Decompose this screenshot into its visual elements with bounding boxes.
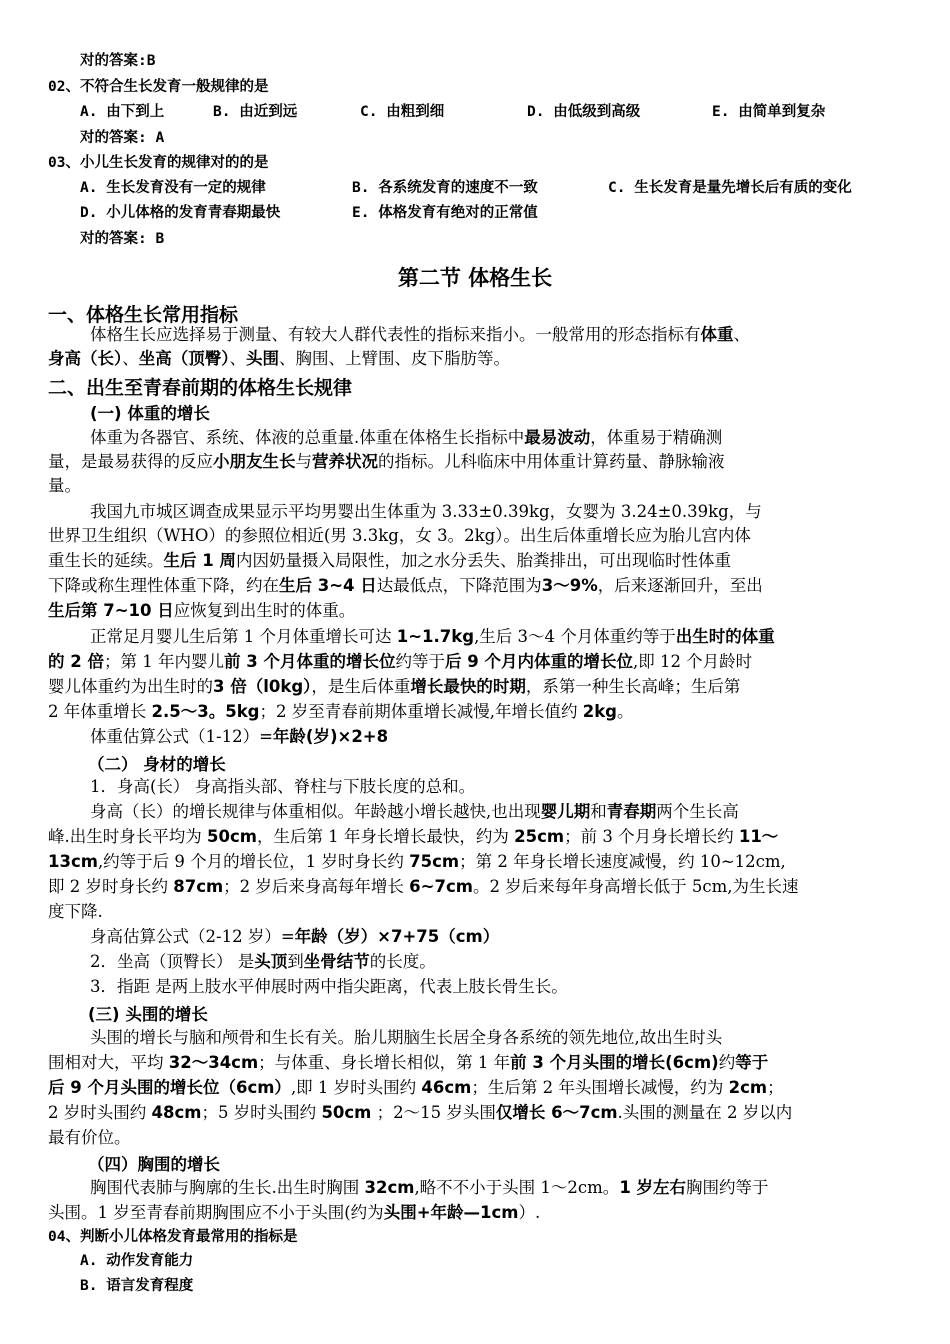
q02-stem: 02、不符合生长发育一般规律的是 bbox=[48, 79, 269, 95]
head-p-line-1: 头围的增长与脑和颅骨和生长有关。胎儿期脑生长居全身各系统的领先地位,故出生时头 bbox=[90, 1028, 723, 1047]
subheading-weight: (一) 体重的增长 bbox=[90, 404, 210, 423]
chest-p-line-1: 胸围代表肺与胸廓的生长.出生时胸围 32cm,略不不小于头围 1～2cm。1 岁左右胸围约等于 bbox=[90, 1178, 769, 1197]
q03-answer: 对的答案: B bbox=[80, 231, 165, 247]
q03-stem: 03、小儿生长发育的规律对的的是 bbox=[48, 155, 269, 171]
q01-answer: 对的答案:B bbox=[80, 53, 156, 69]
height-formula: 身高估算公式（2-12 岁）=年龄（岁）×7+75（cm） bbox=[90, 927, 500, 946]
subheading-height: （二） 身材的增长 bbox=[88, 755, 226, 774]
head-p-line-5: 最有价位。 bbox=[48, 1128, 131, 1147]
weight-p3-line-2: 的 2 倍；第 1 年内婴儿前 3 个月体重的增长位约等于后 9 个月内体重的增长位,即 12 个月龄时 bbox=[48, 652, 753, 671]
height-item-1: 1．身高(长） 身高指头部、脊柱与下肢长度的总和。 bbox=[90, 777, 476, 796]
weight-p3-line-4: 2 年体重增长 2.5～3。5kg；2 岁至青春前期体重增长减慢,年增长值约 2kg。 bbox=[48, 702, 634, 721]
q04-stem: 04、判断小儿体格发育最常用的指标是 bbox=[48, 1229, 298, 1245]
subheading-head-circumference: (三) 头围的增长 bbox=[88, 1005, 208, 1024]
weight-p2-line-3: 重生长的延续。生后 1 周内因奶量摄入局限性，加之水分丢失、胎粪排出，可出现临时性体重 bbox=[48, 551, 731, 570]
q02-option-c: C. 由粗到细 bbox=[360, 104, 445, 120]
weight-p3-line-1: 正常足月婴儿生后第 1 个月体重增长可达 1~1.7kg,生后 3～4 个月体重约等于出生时的体重 bbox=[90, 627, 775, 646]
weight-p2-line-5: 生后第 7~10 日应恢复到出生时的体重。 bbox=[48, 601, 356, 620]
height-p-line-2: 峰.出生时身长平均为 50cm，生后第 1 年身长增长最快，约为 25cm；前 3 个月身长增长约 11～ bbox=[48, 827, 779, 846]
head-p-line-4: 2 岁时头围约 48cm；5 岁时头围约 50cm ；2～15 岁头围仅增长 6～7cm.头围的测量在 2 岁以内 bbox=[48, 1103, 793, 1122]
indicators-line-1: 体格生长应选择易于测量、有较大人群代表性的指标来指小。一般常用的形态指标有体重、 bbox=[90, 325, 750, 344]
subheading-chest-circumference: （四）胸围的增长 bbox=[88, 1155, 220, 1174]
weight-formula: 体重估算公式（1-12）=年龄(岁)×2+8 bbox=[90, 727, 389, 746]
q02-answer: 对的答案: A bbox=[80, 130, 165, 146]
head-p-line-2: 围相对大，平均 32～34cm；与体重、身长增长相似，第 1 年前 3 个月头围的增长(6cm)约等于 bbox=[48, 1053, 769, 1072]
q03-option-a: A. 生长发育没有一定的规律 bbox=[80, 180, 266, 196]
height-p-line-3: 13cm,约等于后 9 个月的增长位，1 岁时身长约 75cm；第 2 年身长增长速度减慢，约 10~12cm, bbox=[48, 852, 786, 871]
q02-option-e: E. 由简单到复杂 bbox=[712, 104, 826, 120]
height-p-line-5: 度下降. bbox=[48, 902, 103, 921]
height-p-line-1: 身高（长）的增长规律与体重相似。年龄越小增长越快,也出现婴儿期和青春期两个生长高 bbox=[90, 802, 739, 821]
head-p-line-3: 后 9 个月头围的增长位（6cm）,即 1 岁时头围约 46cm；生后第 2 年头围增长减慢，约为 2cm； bbox=[48, 1078, 784, 1097]
heading-growth-pattern: 二、出生至青春前期的体格生长规律 bbox=[48, 377, 353, 399]
q03-option-e: E. 体格发育有绝对的正常值 bbox=[352, 205, 538, 221]
section-title: 第二节 体格生长 bbox=[397, 266, 553, 290]
weight-p2-line-4: 下降或称生理性体重下降，约在生后 3~4 日达最低点，下降范围为3～9%，后来逐渐回升，至出 bbox=[48, 576, 763, 595]
height-p-line-4: 即 2 岁时身长约 87cm；2 岁后来身高每年增长 6~7cm。2 岁后来每年身高增长低于 5cm,为生长速 bbox=[48, 877, 799, 896]
indicators-line-2: 身高（长）、坐高（顶臀）、头围、胸围、上臂围、皮下脂肪等。 bbox=[48, 349, 510, 368]
height-item-2: 2．坐高（顶臀长） 是头顶到坐骨结节的长度。 bbox=[90, 952, 436, 971]
weight-p1-line-3: 量。 bbox=[48, 476, 81, 495]
q03-option-c: C. 生长发育是量先增长后有质的变化 bbox=[608, 180, 852, 196]
weight-p1-line-2: 量，是最易获得的反应小朋友生长与营养状况的指标。儿科临床中用体重计算药量、静脉输液 bbox=[48, 452, 725, 471]
q02-option-a: A. 由下到上 bbox=[80, 104, 165, 120]
q03-option-d: D. 小儿体格的发育青春期最快 bbox=[80, 205, 281, 221]
q03-option-b: B. 各系统发育的速度不一致 bbox=[352, 180, 538, 196]
q04-option-a: A. 动作发育能力 bbox=[80, 1253, 194, 1269]
weight-p2-line-1: 我国九市城区调查成果显示平均男婴出生体重为 3.33±0.39kg，女婴为 3.24±0.39kg，与 bbox=[90, 502, 762, 521]
q02-option-d: D. 由低级到高级 bbox=[527, 104, 641, 120]
height-item-3: 3．指距 是两上肢水平伸展时两中指尖距离，代表上肢长骨生长。 bbox=[90, 977, 568, 996]
weight-p3-line-3: 婴儿体重约为出生时的3 倍（l0kg），是生后体重增长最快的时期，系第一种生长高峰；生后第 bbox=[48, 677, 741, 696]
q04-option-b: B. 语言发育程度 bbox=[80, 1278, 194, 1294]
weight-p2-line-2: 世界卫生组织（WHO）的参照位相近(男 3.3kg，女 3。2kg）。出生后体重增长应为胎儿宫内体 bbox=[48, 526, 751, 545]
heading-common-indicators: 一、体格生长常用指标 bbox=[48, 304, 239, 326]
chest-p-line-2: 头围。1 岁至青春前期胸围应不小于头围(约为头围+年龄—1cm）. bbox=[48, 1203, 541, 1222]
weight-p1-line-1: 体重为各器官、系统、体液的总重量.体重在体格生长指标中最易波动，体重易于精确测 bbox=[90, 428, 723, 447]
q02-option-b: B. 由近到远 bbox=[213, 104, 298, 120]
